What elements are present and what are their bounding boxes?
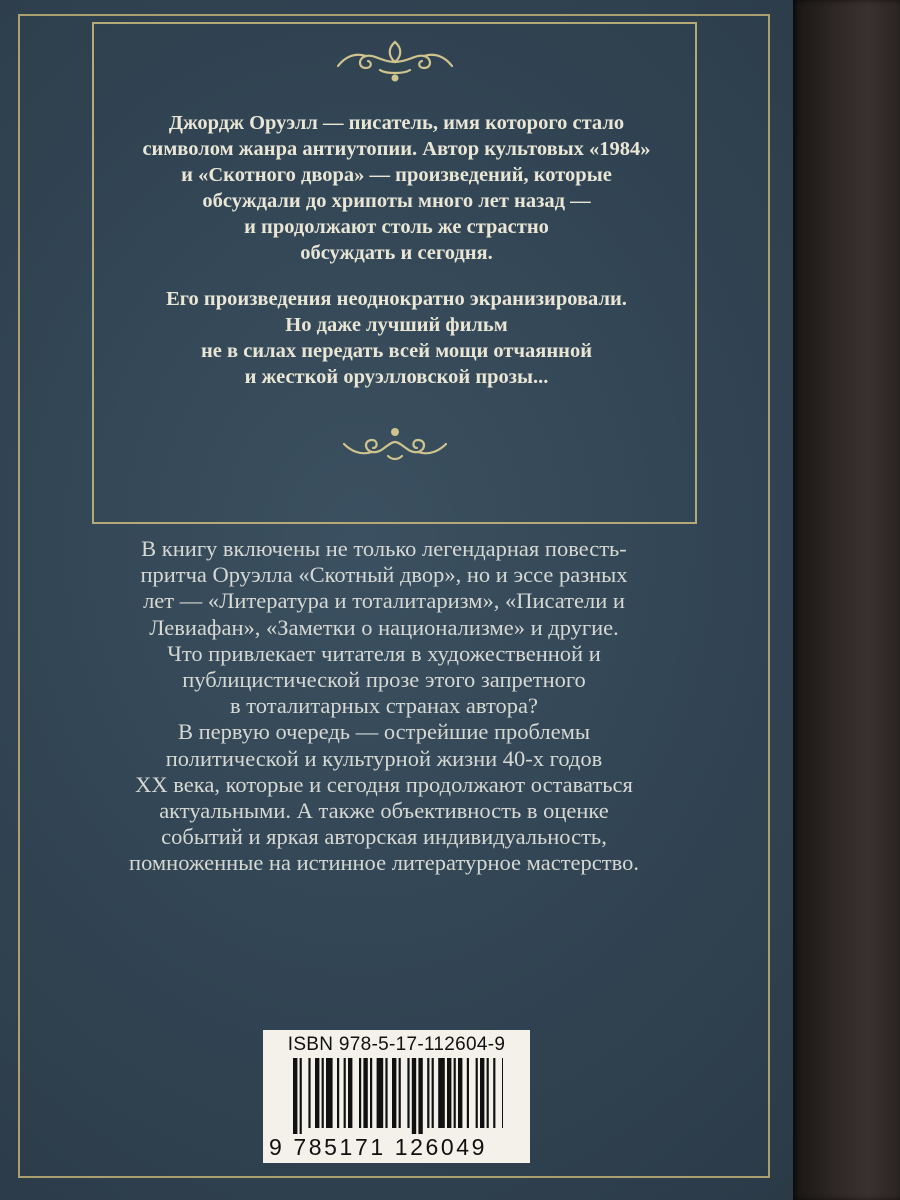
- barcode-bar: [427, 1058, 429, 1128]
- blurb-top-line: обсуждать и сегодня.: [300, 242, 493, 264]
- barcode-bar: [454, 1058, 456, 1128]
- blurb-top-line: и «Скотного двора» — произведений, которые: [181, 164, 612, 186]
- barcode-bar: [487, 1058, 489, 1128]
- description-line: Что привлекает читателя в художественной и: [167, 640, 601, 666]
- barcode-bar: [337, 1058, 339, 1128]
- barcode-bar: [308, 1058, 310, 1128]
- description-line: актуальными. А также объективность в оценке: [159, 798, 609, 824]
- barcode-bar: [293, 1058, 297, 1134]
- barcode-digits: 9 785171 126049: [269, 1134, 488, 1160]
- barcode-bar: [438, 1058, 445, 1128]
- barcode-bar: [315, 1058, 319, 1128]
- barcode-bar: [385, 1058, 387, 1128]
- description-line: В книгу включены не только легендарная повесть-: [141, 536, 627, 561]
- barcode-bar: [467, 1058, 469, 1128]
- blurb-top-line: символом жанра антиутопии. Автор культовых «1984»: [142, 138, 651, 160]
- barcode-bar: [370, 1058, 372, 1128]
- blurb-bottom: [114, 286, 679, 390]
- book-spine: [793, 0, 900, 1200]
- barcode-bar: [377, 1058, 384, 1128]
- blurb-top-line: обсуждали до хрипоты много лет назад —: [202, 190, 591, 212]
- description-line: притча Оруэлла «Скотный двор», но и эссе разных: [140, 562, 628, 588]
- barcode-icon: [293, 1058, 503, 1134]
- barcode-bar: [480, 1058, 484, 1128]
- barcode-bar: [418, 1058, 422, 1134]
- barcode-bar: [344, 1058, 346, 1128]
- barcode-bar: [458, 1058, 462, 1128]
- barcode-bar: [348, 1058, 352, 1128]
- barcode-bar: [493, 1058, 495, 1128]
- blurb-top-line: и продолжают столь же страстно: [244, 216, 549, 238]
- ornament-divider-icon: [94, 424, 695, 469]
- barcode-bar: [432, 1058, 434, 1128]
- description-line: событий и яркая авторская индивидуальность,: [161, 824, 607, 850]
- ornament-top-icon: [94, 34, 695, 89]
- barcode-bar: [392, 1058, 396, 1128]
- blurb-bottom-line: Но даже лучший фильм: [285, 314, 508, 336]
- description-line: публицистической прозе этого запретного: [182, 667, 586, 693]
- barcode-bar: [407, 1058, 409, 1128]
- barcode-bar: [322, 1058, 324, 1128]
- barcode-bar: [359, 1058, 361, 1128]
- blurb-top-line: Джордж Оруэлл — писатель, имя которого стало: [168, 112, 625, 134]
- barcode-bar: [476, 1058, 478, 1128]
- description-line: политической и культурной жизни 40-х годов: [165, 745, 603, 771]
- description-line: Левиафан», «Заметки о национализме» и другие.: [149, 614, 619, 640]
- book-description: [0, 536, 768, 877]
- blurb-bottom-line: не в силах передать всей мощи отчаянной: [200, 340, 593, 362]
- blurb-frame: [92, 22, 697, 524]
- barcode-bar: [326, 1058, 333, 1128]
- barcode-bar: [399, 1058, 401, 1128]
- barcode-bar: [363, 1058, 367, 1128]
- blurb-bottom-line: и жесткой оруэлловской прозы...: [244, 366, 549, 388]
- description-line: помноженные на истинное литературное мастерство.: [129, 850, 639, 876]
- barcode-bar: [502, 1058, 503, 1128]
- description-line: В первую очередь — острейшие проблемы: [178, 719, 590, 745]
- isbn-label: ISBN 978-5-17-112604-9: [287, 1034, 506, 1055]
- isbn-barcode: [263, 1030, 530, 1163]
- barcode-bar: [300, 1058, 302, 1134]
- description-line: XX века, которые и сегодня продолжают оставаться: [135, 771, 633, 797]
- blurb-top: [114, 110, 679, 266]
- description-line: в тоталитарных странах автора?: [230, 693, 538, 719]
- barcode-bar: [447, 1058, 451, 1128]
- barcode-bar: [412, 1058, 416, 1134]
- description-line: лет — «Литература и тоталитаризм», «Писатели и: [143, 588, 625, 614]
- blurb-bottom-line: Его произведения неоднократно экранизировали.: [166, 288, 627, 310]
